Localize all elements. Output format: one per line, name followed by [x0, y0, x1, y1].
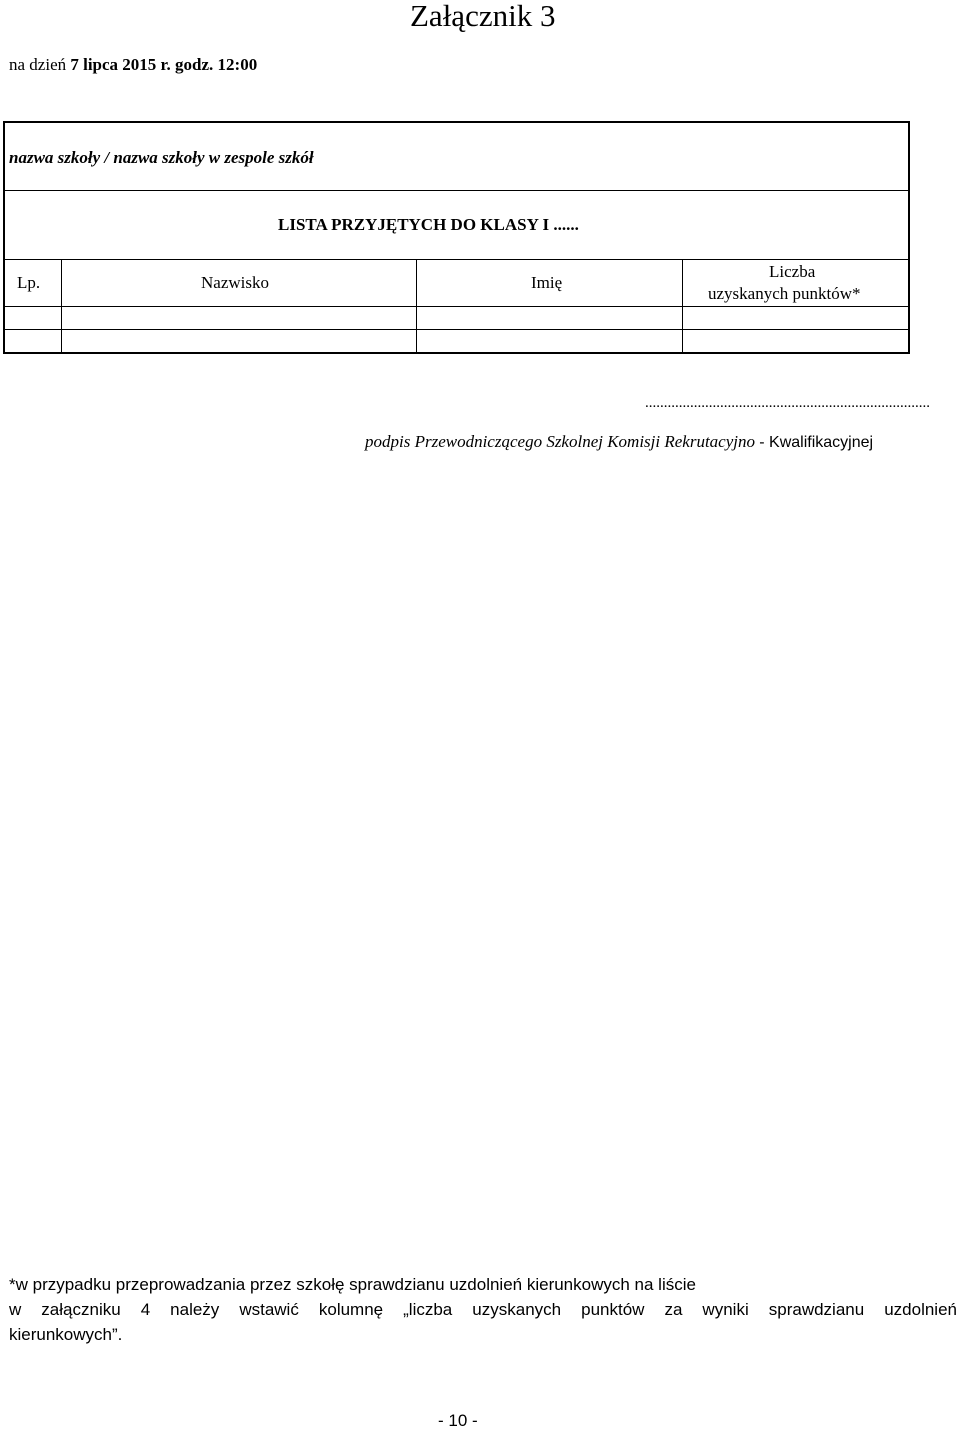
- school-name-text: nazwa szkoły / nazwa szkoły w zespole szkół: [9, 148, 314, 167]
- column-header-points-line1: Liczba: [769, 262, 816, 281]
- date-line: [9, 55, 257, 75]
- date-value: 7 lipca 2015 r. godz. 12:00: [70, 55, 258, 74]
- footnote-line-2: w załączniku 4 należy wstawić kolumnę „liczba uzyskanych punktów za wyniki sprawdzianu uzdolnień: [9, 1300, 957, 1319]
- signature-label-regular: - Kwalifikacyjnej: [759, 434, 874, 451]
- footnote-line-3: kierunkowych”.: [9, 1325, 123, 1344]
- list-title: LISTA PRZYJĘTYCH DO KLASY I ......: [278, 215, 579, 234]
- column-header-points-line2: uzyskanych punktów*: [708, 284, 861, 303]
- signature-label-italic: podpis Przewodniczącego Szkolnej Komisji Rekrutacyjno: [365, 432, 755, 451]
- page-number: - 10 -: [438, 1411, 478, 1430]
- signature-label: [365, 432, 873, 452]
- attachment-title: Załącznik 3: [410, 0, 556, 33]
- date-prefix: na dzień: [9, 55, 67, 74]
- column-header-first-name: Imię: [531, 273, 563, 292]
- column-header-surname: Nazwisko: [201, 273, 269, 292]
- footnote-line-1: *w przypadku przeprowadzania przez szkołę sprawdzianu uzdolnień kierunkowych na liście: [9, 1275, 696, 1294]
- signature-line: ............................................................................: [645, 395, 930, 411]
- column-header-lp: Lp.: [17, 273, 41, 292]
- school-name-label: [9, 148, 314, 168]
